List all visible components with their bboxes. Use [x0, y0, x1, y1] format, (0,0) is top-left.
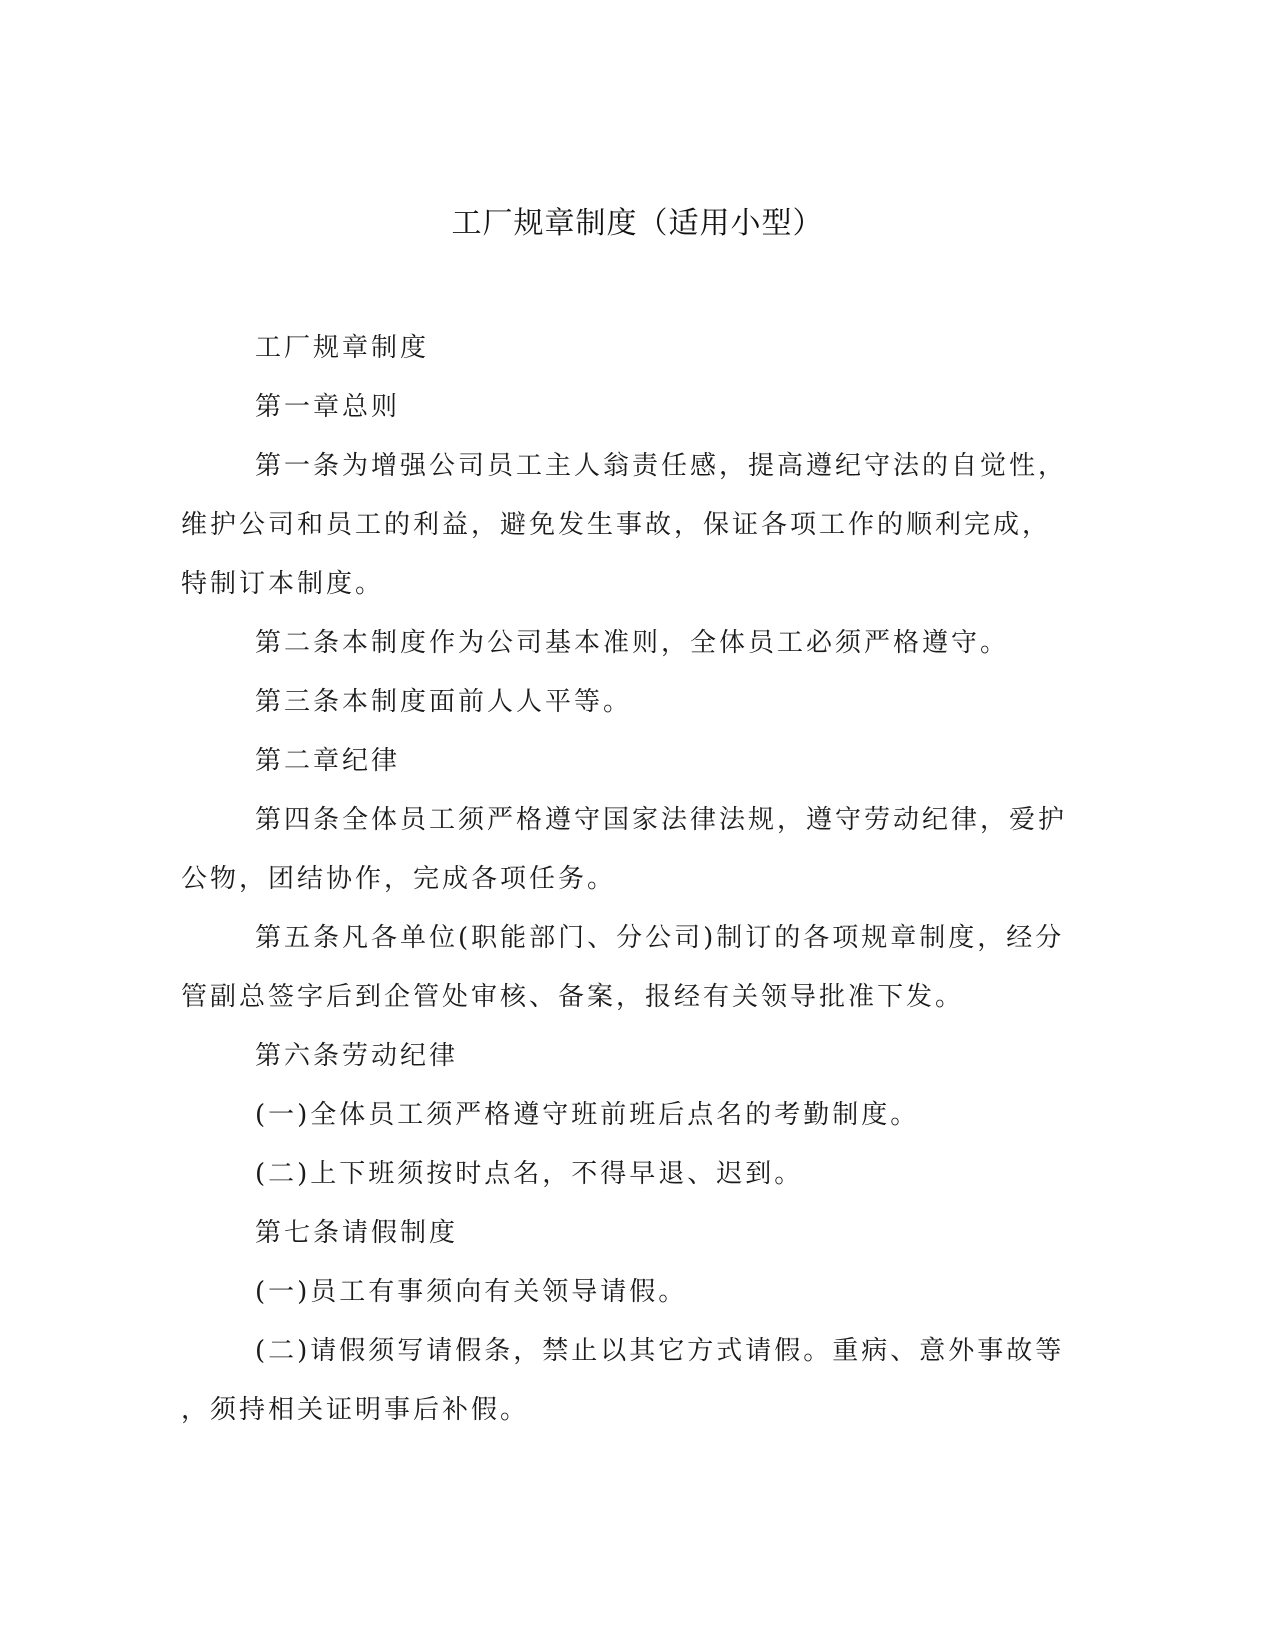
paragraph-line: (一)员工有事须向有关领导请假。 [255, 1277, 688, 1307]
paragraph-line: 第二条本制度作为公司基本准则，全体员工必须严格遵守。 [255, 628, 1010, 658]
document-title: 工厂规章制度（适用小型） [451, 206, 824, 241]
paragraph [181, 791, 1081, 909]
paragraph-line: 工厂规章制度 [255, 333, 430, 363]
paragraph-line: 第七条请假制度 [255, 1218, 459, 1248]
paragraph-line: 第五条凡各单位(职能部门、分公司)制订的各项规章制度，经分 [255, 923, 1065, 953]
paragraph-line: 管副总签字后到企管处审核、备案，报经有关领导批准下发。 [181, 982, 965, 1012]
paragraph-line: 第六条劳动纪律 [255, 1041, 459, 1071]
paragraph [181, 909, 1081, 1027]
paragraph-line: (一)全体员工须严格遵守班前班后点名的考勤制度。 [255, 1100, 920, 1130]
paragraph-line: (二)请假须写请假条，禁止以其它方式请假。重病、意外事故等 [255, 1336, 1065, 1366]
paragraph-line: ，须持相关证明事后补假。 [181, 1395, 530, 1425]
paragraph-line: 公物，团结协作，完成各项任务。 [181, 864, 617, 894]
paragraph [181, 1263, 1081, 1322]
paragraph [181, 1204, 1081, 1263]
document-body [181, 319, 1081, 1440]
paragraph [181, 1027, 1081, 1086]
paragraph-line: 第二章纪律 [255, 746, 401, 776]
paragraph [181, 1322, 1081, 1440]
paragraph [181, 319, 1081, 378]
paragraph-line: 第三条本制度面前人人平等。 [255, 687, 633, 717]
paragraph-line: 特制订本制度。 [181, 569, 385, 599]
paragraph [181, 673, 1081, 732]
paragraph-line: (二)上下班须按时点名，不得早退、迟到。 [255, 1159, 804, 1189]
paragraph-line: 第一章总则 [255, 392, 401, 422]
paragraph [181, 614, 1081, 673]
paragraph [181, 437, 1081, 614]
paragraph-line: 维护公司和员工的利益，避免发生事故，保证各项工作的顺利完成， [181, 510, 1052, 540]
paragraph [181, 378, 1081, 437]
paragraph-line: 第一条为增强公司员工主人翁责任感，提高遵纪守法的自觉性， [255, 451, 1068, 481]
paragraph [181, 732, 1081, 791]
paragraph-line: 第四条全体员工须严格遵守国家法律法规，遵守劳动纪律，爱护 [255, 805, 1068, 835]
paragraph [181, 1086, 1081, 1145]
paragraph [181, 1145, 1081, 1204]
